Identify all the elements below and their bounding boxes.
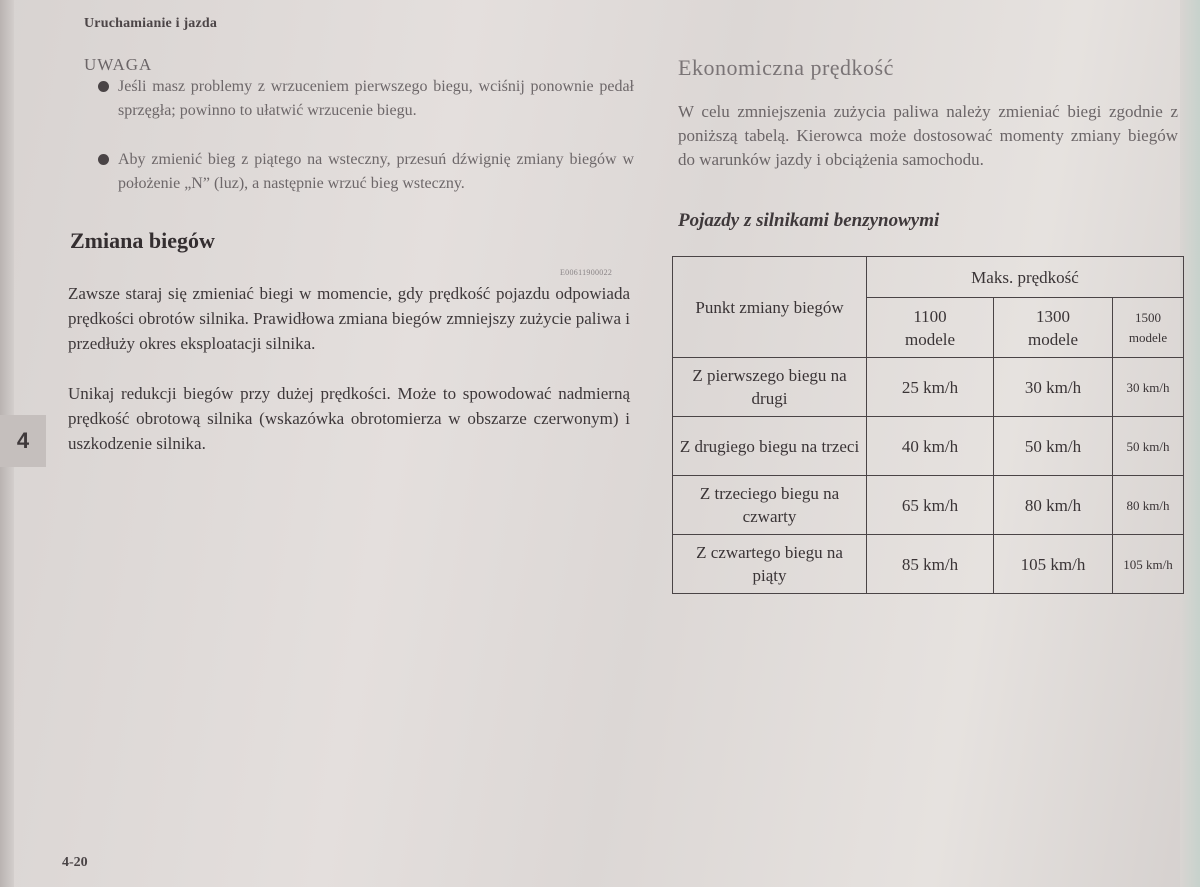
shift-speed-table [672, 256, 1184, 594]
table-subtitle: Pojazdy z silnikami benzynowymi [678, 210, 940, 231]
shift-point-cell: Z drugiego biegu na trzeci [673, 417, 867, 476]
table-row [673, 358, 1184, 417]
section-paragraph: Zawsze staraj się zmieniać biegi w momencie, gdy prędkość pojazdu odpowiada prędkości obrotów silnika. Prawidłowa zmiana biegów zmniejszy zużycie paliwa i przedłuży okres eksploatacji silnika. [68, 284, 630, 353]
model-cc: 1500 [1135, 309, 1161, 325]
speed-cell: 40 km/h [867, 417, 994, 476]
speed-cell: 80 km/h [1113, 476, 1184, 535]
right-section-paragraph: W celu zmniejszenia zużycia paliwa należy zmieniać biegi zgodnie z poniższą tabelą. Kierowca może dostosować momenty zmiany biegów do warunków jazdy i obciążenia samochodu. [678, 102, 1178, 169]
model-label: modele [1027, 329, 1079, 349]
running-header: Uruchamianie i jazda [84, 16, 218, 31]
page-number: 4-20 [62, 855, 88, 870]
speed-cell: 105 km/h [1113, 535, 1184, 594]
shift-point-cell: Z pierwszego biegu na drugi [673, 358, 867, 417]
speed-cell: 30 km/h [994, 358, 1113, 417]
bullet-icon [98, 81, 109, 92]
warning-item-text: Jeśli masz problemy z wrzuceniem pierwszego biegu, wciśnij ponownie pedał sprzęgła; powinno to ułatwić wrzucenie biegu. [118, 78, 634, 119]
header-shift-point: Punkt zmiany biegów [673, 257, 867, 358]
header-max-speed: Maks. prędkość [867, 257, 1184, 298]
bullet-icon [98, 154, 109, 165]
speed-cell: 85 km/h [867, 535, 994, 594]
table-row [673, 476, 1184, 535]
model-cc: 1300 [1036, 306, 1070, 326]
chapter-number: 4 [16, 428, 30, 453]
speed-cell: 50 km/h [1113, 417, 1184, 476]
chapter-tab [0, 415, 46, 467]
section-code: E00611900022 [560, 268, 613, 277]
header-model-1500 [1113, 298, 1184, 358]
right-section-title: Ekonomiczna prędkość [678, 55, 894, 80]
model-cc: 1100 [913, 306, 947, 326]
shift-point-cell: Z trzeciego biegu na czwarty [673, 476, 867, 535]
header-model-1100 [867, 298, 994, 358]
table-header-row [673, 257, 1184, 298]
speed-cell: 65 km/h [867, 476, 994, 535]
speed-cell: 50 km/h [994, 417, 1113, 476]
section-paragraph: Unikaj redukcji biegów przy dużej prędkości. Może to spowodować nadmierną prędkość obrotową silnika (wskazówka obrotomierza w obszarze czerwonym) i uszkodzenie silnika. [68, 384, 630, 453]
speed-cell: 25 km/h [867, 358, 994, 417]
warning-item [118, 75, 634, 123]
warning-item [118, 148, 634, 196]
header-model-1300 [994, 298, 1113, 358]
warning-item-text: Aby zmienić bieg z piątego na wsteczny, przesuń dźwignię zmiany biegów w położenie „N” (luz), a następnie wrzuć bieg wsteczny. [118, 151, 634, 192]
speed-cell: 30 km/h [1113, 358, 1184, 417]
shift-point-cell: Z czwartego biegu na piąty [673, 535, 867, 594]
model-label: modele [904, 329, 956, 349]
warning-title: UWAGA [84, 55, 153, 74]
table-row [673, 535, 1184, 594]
model-label: modele [1128, 329, 1168, 345]
speed-cell: 105 km/h [994, 535, 1113, 594]
speed-cell: 80 km/h [994, 476, 1113, 535]
section-title: Zmiana biegów [70, 228, 215, 253]
table-row [673, 417, 1184, 476]
